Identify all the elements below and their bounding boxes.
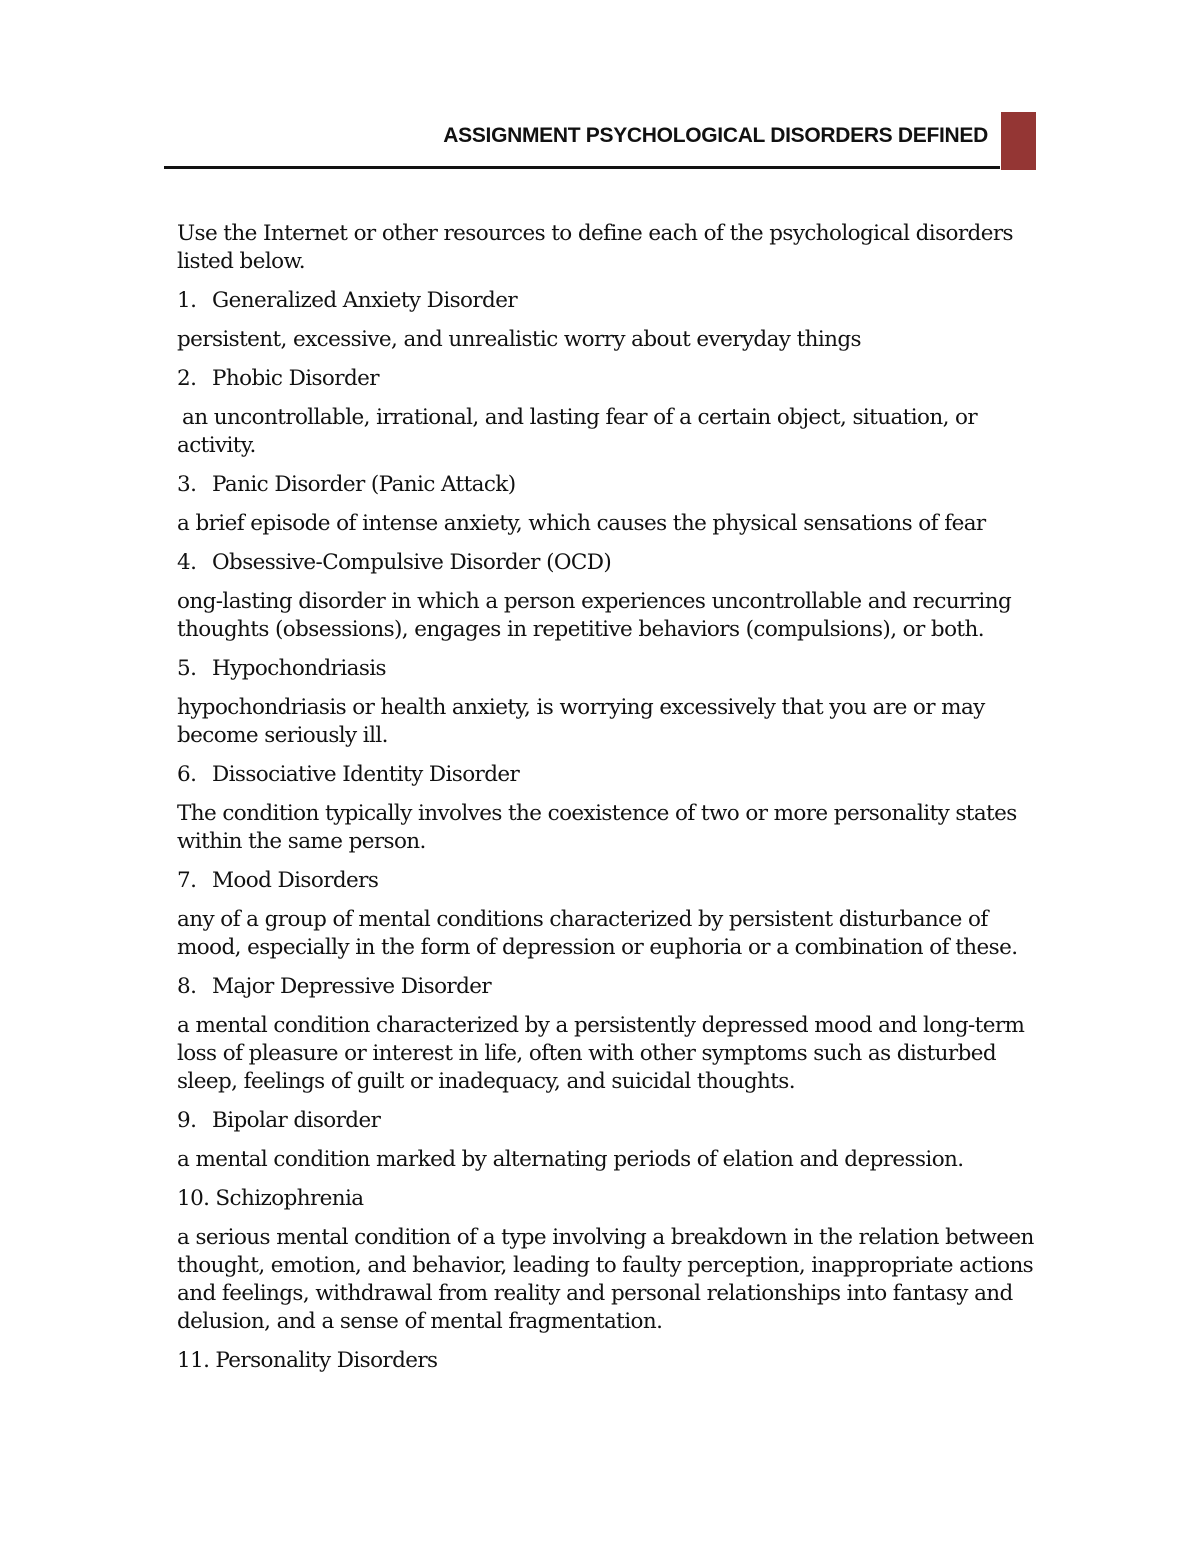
- list-item: [177, 549, 1037, 644]
- item-definition: a mental condition marked by alternating periods of elation and depression.: [177, 1147, 964, 1172]
- item-title: Phobic Disorder: [212, 366, 379, 391]
- item-heading: [177, 365, 1037, 393]
- list-item: [177, 471, 1037, 538]
- list-item: [177, 655, 1037, 750]
- header-divider: [164, 166, 1000, 169]
- item-title: Hypochondriasis: [212, 656, 386, 681]
- list-item: [177, 867, 1037, 962]
- intro-paragraph: Use the Internet or other resources to define each of the psychological disorders listed below.: [177, 221, 1013, 274]
- item-number: 2.: [177, 366, 197, 391]
- item-heading: [177, 1347, 1037, 1375]
- item-heading: [177, 287, 1037, 315]
- item-number: 8.: [177, 974, 197, 999]
- item-title: Personality Disorders: [215, 1348, 438, 1373]
- item-definition: ong-lasting disorder in which a person experiences uncontrollable and recurring thoughts (obsessions), engages in repetitive behaviors (compulsions), or both.: [177, 589, 1012, 642]
- item-title: Major Depressive Disorder: [212, 974, 492, 999]
- item-number: 11.: [177, 1348, 210, 1373]
- item-title: Schizophrenia: [215, 1186, 364, 1211]
- item-title: Panic Disorder (Panic Attack): [212, 472, 516, 497]
- item-heading: [177, 549, 1037, 577]
- item-heading: [177, 1185, 1037, 1213]
- item-number: 1.: [177, 288, 197, 313]
- item-number: 7.: [177, 868, 197, 893]
- list-item: [177, 365, 1037, 460]
- list-item: [177, 973, 1037, 1096]
- list-item: [177, 761, 1037, 856]
- item-number: 4.: [177, 550, 197, 575]
- item-definition: a brief episode of intense anxiety, which causes the physical sensations of fear: [177, 511, 986, 536]
- item-definition: an uncontrollable, irrational, and lasting fear of a certain object, situation, or activity.: [177, 405, 978, 458]
- item-heading: [177, 973, 1037, 1001]
- item-definition: persistent, excessive, and unrealistic worry about everyday things: [177, 327, 861, 352]
- item-title: Mood Disorders: [212, 868, 379, 893]
- item-title: Generalized Anxiety Disorder: [212, 288, 518, 313]
- document-title: ASSIGNMENT PSYCHOLOGICAL DISORDERS DEFINED: [443, 124, 988, 147]
- list-item: [177, 287, 1037, 354]
- item-heading: [177, 867, 1037, 895]
- list-item: [177, 1185, 1037, 1336]
- item-number: 9.: [177, 1108, 197, 1133]
- item-title: Dissociative Identity Disorder: [212, 762, 520, 787]
- item-number: 3.: [177, 472, 197, 497]
- page-header: [164, 112, 1036, 170]
- item-number: 5.: [177, 656, 197, 681]
- list-item: [177, 1107, 1037, 1174]
- item-number: 10.: [177, 1186, 210, 1211]
- item-number: 6.: [177, 762, 197, 787]
- item-definition: a serious mental condition of a type involving a breakdown in the relation between thought, emotion, and behavior, leading to faulty perception, inappropriate actions and feelings, withdrawal from reality and personal relationships into fantasy and delusion, and a sense of mental fragmentation.: [177, 1225, 1034, 1334]
- list-item: [177, 1347, 1037, 1375]
- item-heading: [177, 1107, 1037, 1135]
- item-title: Obsessive-Compulsive Disorder (OCD): [212, 550, 612, 575]
- item-heading: [177, 761, 1037, 789]
- header-accent-block: [1001, 112, 1036, 170]
- item-heading: [177, 655, 1037, 683]
- item-definition: a mental condition characterized by a persistently depressed mood and long-term loss of pleasure or interest in life, often with other symptoms such as disturbed sleep, feelings of guilt or inadequacy, and suicidal thoughts.: [177, 1013, 1025, 1094]
- item-definition: The condition typically involves the coexistence of two or more personality states within the same person.: [177, 801, 1017, 854]
- document-body: [177, 220, 1037, 1386]
- item-definition: any of a group of mental conditions characterized by persistent disturbance of mood, especially in the form of depression or euphoria or a combination of these.: [177, 907, 1018, 960]
- item-heading: [177, 471, 1037, 499]
- item-title: Bipolar disorder: [212, 1108, 381, 1133]
- item-definition: hypochondriasis or health anxiety, is worrying excessively that you are or may become seriously ill.: [177, 695, 985, 748]
